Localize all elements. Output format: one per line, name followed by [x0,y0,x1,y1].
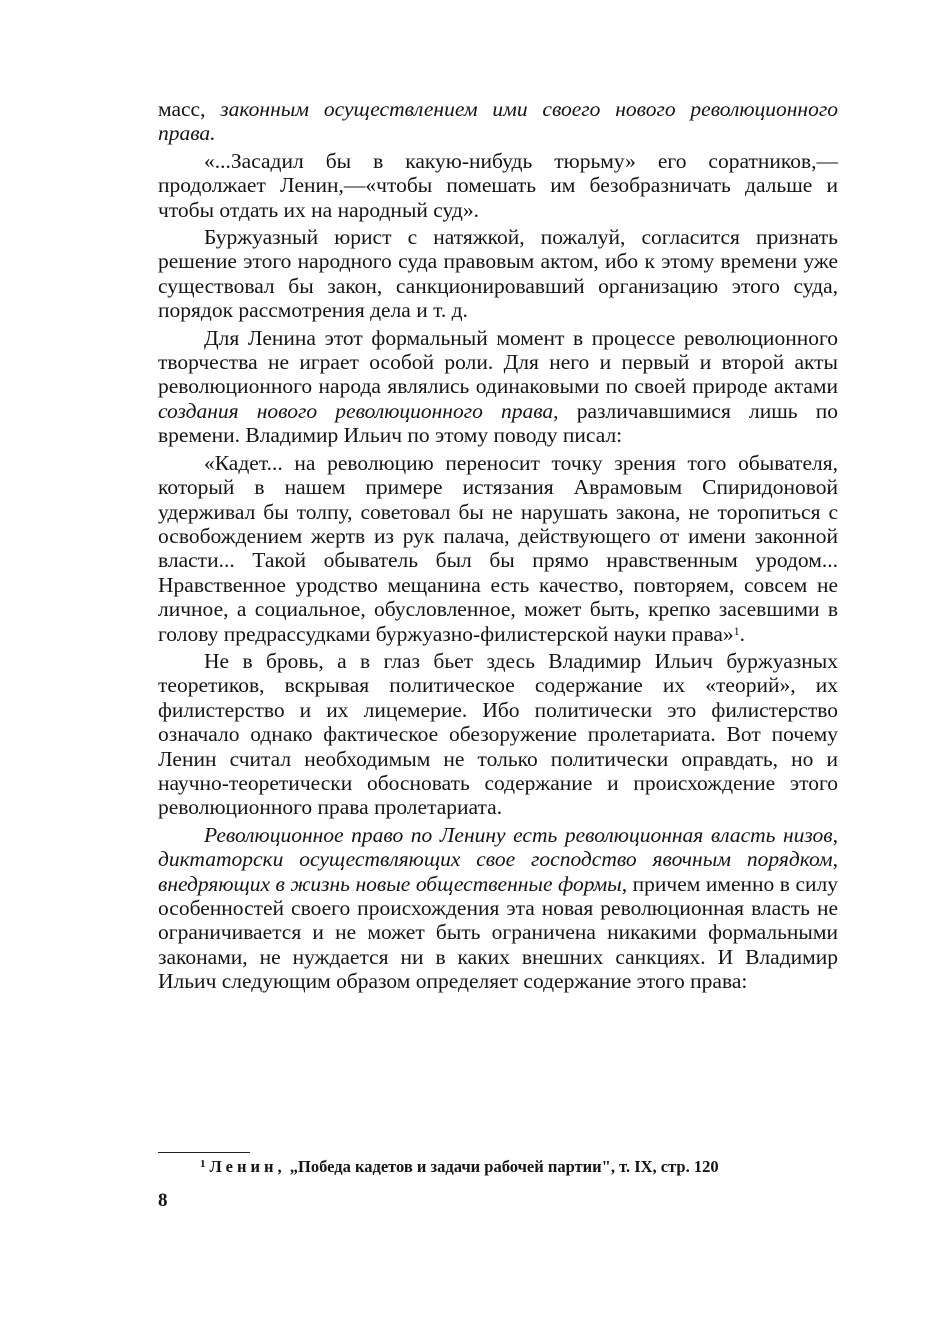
footnote-title: „Победа кадетов и задачи рабочей партии", т. IX, стр. 120 [285,1157,719,1176]
italic-text: законным осуществлением ими своего нового революционного права. [158,97,838,146]
text-run: масс, [158,97,221,121]
paragraph [158,149,838,222]
italic-text: создания нового революционного права, [158,398,559,423]
text-run: «Кадет... на революцию переносит точку зрения того обывателя, который в нашем примере истязания Аврамовым Спиридоновой удерживал бы толпу, советовал бы не нарушать закона, не торопиться с освобождением жертв из рук палача, действующего от имени законной власти... Такой обыватель был бы прямо нравственным уродом... Нравственное уродство мещанина есть качество, повторяем, совсем не личное, а социальное, обусловленное, может быть, крепко засевшими в голову предрассудками буржуазно-филистерской науки права» [158,450,838,646]
text-run: Не в бровь, а в глаз бьет здесь Владимир Ильич буржуазных теоретиков, вскрывая политическое содержание их «теорий», их филистерство и их лицемерие. Ибо политически это филистерство означало однако фактическое обезоружение пролетариата. Вот почему Ленин считал необходимым не только политически оправдать, но и научно-теоретически обосновать содержание и происхождение этого революционного права пролетариата. [158,648,838,820]
text-run: «...Засадил бы в какую-нибудь тюрьму» его соратников,—продолжает Ленин,—«чтобы помешать им безобразничать дальше и чтобы отдать их на народный суд». [158,148,838,222]
paragraph [158,823,838,994]
text-run: Буржуазный юрист с натяжкой, пожалуй, согласится признать решение этого народного суда правовым актом, ибо к этому времени уже существовал бы закон, санкционировавший организацию этого суда, порядок рассмотрения дела и т. д. [158,225,838,323]
text-run: Для Ленина этот формальный момент в процессе революционного творчества не играет особой роли. Для него и первый и второй акты революционного народа являлись одинаковыми по своей природе актами [158,325,838,399]
text-run: причем именно в силу особенностей своего происхождения эта новая революционная власть не ограничивается и не может быть ограничена никакими формальными законами, не нуждается ни в каких внешних санкциях. И Владимир Ильич следующим образом определяет содержание этого права: [158,871,838,994]
footnote-rule [158,1152,250,1153]
italic-text: Революционное право по Ленину есть революционная власть низов, диктаторски осуществляющих свое господство явочным порядком, внедряющих в жизнь новые общественные формы, [158,822,838,896]
paragraph [158,649,838,820]
footnote-ref: 1 [733,623,740,638]
paragraph [158,326,838,448]
paragraph [158,97,838,146]
footnote-author: Ленин, [209,1157,286,1176]
page-number: 8 [158,1190,168,1211]
footnote [200,1154,840,1177]
paragraph [158,225,838,323]
body-text [158,97,838,994]
text-run: . [739,621,745,646]
paragraph [158,451,838,646]
footnote-marker: 1 [200,1158,206,1170]
text-run: различавшимися лишь по времени. Владимир Ильич по этому поводу писал: [158,398,839,448]
